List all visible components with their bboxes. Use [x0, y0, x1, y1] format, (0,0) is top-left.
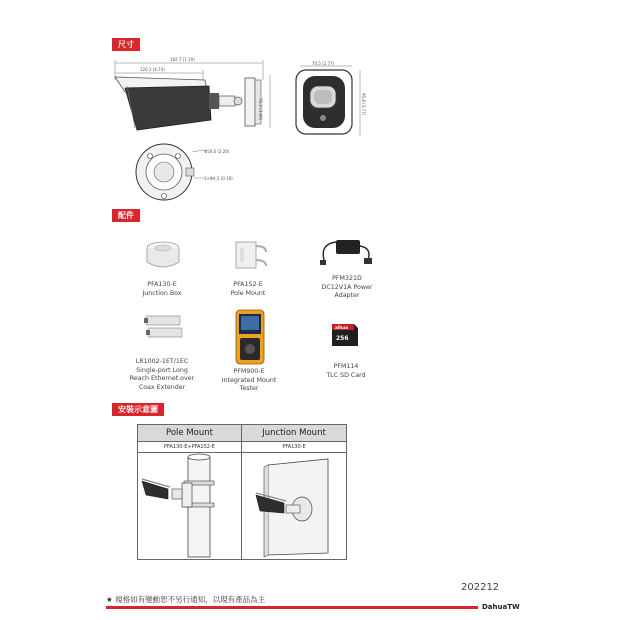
- junction-mount-illustration: [242, 453, 346, 559]
- sd-brand-text: alhua: [335, 325, 349, 330]
- caption-sd-card: PFM114 TLC SD Card: [326, 363, 366, 379]
- subheader-junction-combo: PFA130-E: [242, 442, 346, 453]
- junction-box-image: [143, 238, 183, 272]
- caption-power-adapter: PFM321D DC12V1A Power Adapter: [321, 275, 373, 299]
- section-header-installation: 安裝示意圖: [112, 403, 164, 416]
- installation-table: [137, 424, 347, 560]
- mount-tester-image: [230, 308, 270, 366]
- footer-brand: DahuaTW: [482, 603, 520, 611]
- caption-pole-mount: PFA152-E Pole Mount: [230, 281, 266, 297]
- date-code: 202212: [461, 582, 500, 593]
- header-junction-mount: Junction Mount: [242, 425, 346, 442]
- header-pole-mount: Pole Mount: [138, 425, 242, 442]
- subheader-pole-combo: PFA130-E+PFA152-E: [138, 442, 242, 453]
- disclaimer-note: ★ 規格如有變動恕不另行通知，以現有產品為主: [106, 595, 266, 604]
- dim-front-width: 70.5 (2.77): [312, 61, 335, 66]
- dim-screw-hole: 3×Φ4.5 (0.18): [204, 176, 233, 181]
- dim-total-length: 182.7 (7.19): [170, 57, 195, 62]
- camera-side-view-drawing: [105, 50, 290, 140]
- caption-ethernet-extender: LR1002-1ET/1EC Single-port Long Reach Ethernet over Coax Extender: [129, 358, 195, 391]
- power-adapter-image: [318, 232, 378, 270]
- sd-capacity-text: 256: [336, 335, 349, 342]
- camera-base-view-drawing: [128, 142, 208, 202]
- footer-rule: [106, 606, 478, 609]
- caption-junction-box: PFA130-E Junction Box: [142, 281, 182, 297]
- pole-mount-illustration: [138, 453, 241, 559]
- caption-mount-tester: PFM900-E Integrated Mount Tester: [221, 368, 277, 392]
- dim-side-height: 76.2 (3.00): [258, 98, 263, 121]
- section-header-dimensions: 尺寸: [112, 38, 140, 51]
- section-header-accessories: 配件: [112, 209, 140, 222]
- sd-card-image: [330, 322, 360, 348]
- ethernet-extender-image: [140, 312, 186, 342]
- dim-body-length: 120.3 (4.74): [140, 67, 165, 72]
- dim-base-diameter: Φ56.0 (2.20): [204, 149, 230, 154]
- dim-front-height: 95.8 (3.77): [361, 93, 366, 116]
- pole-mount-image: [230, 238, 270, 272]
